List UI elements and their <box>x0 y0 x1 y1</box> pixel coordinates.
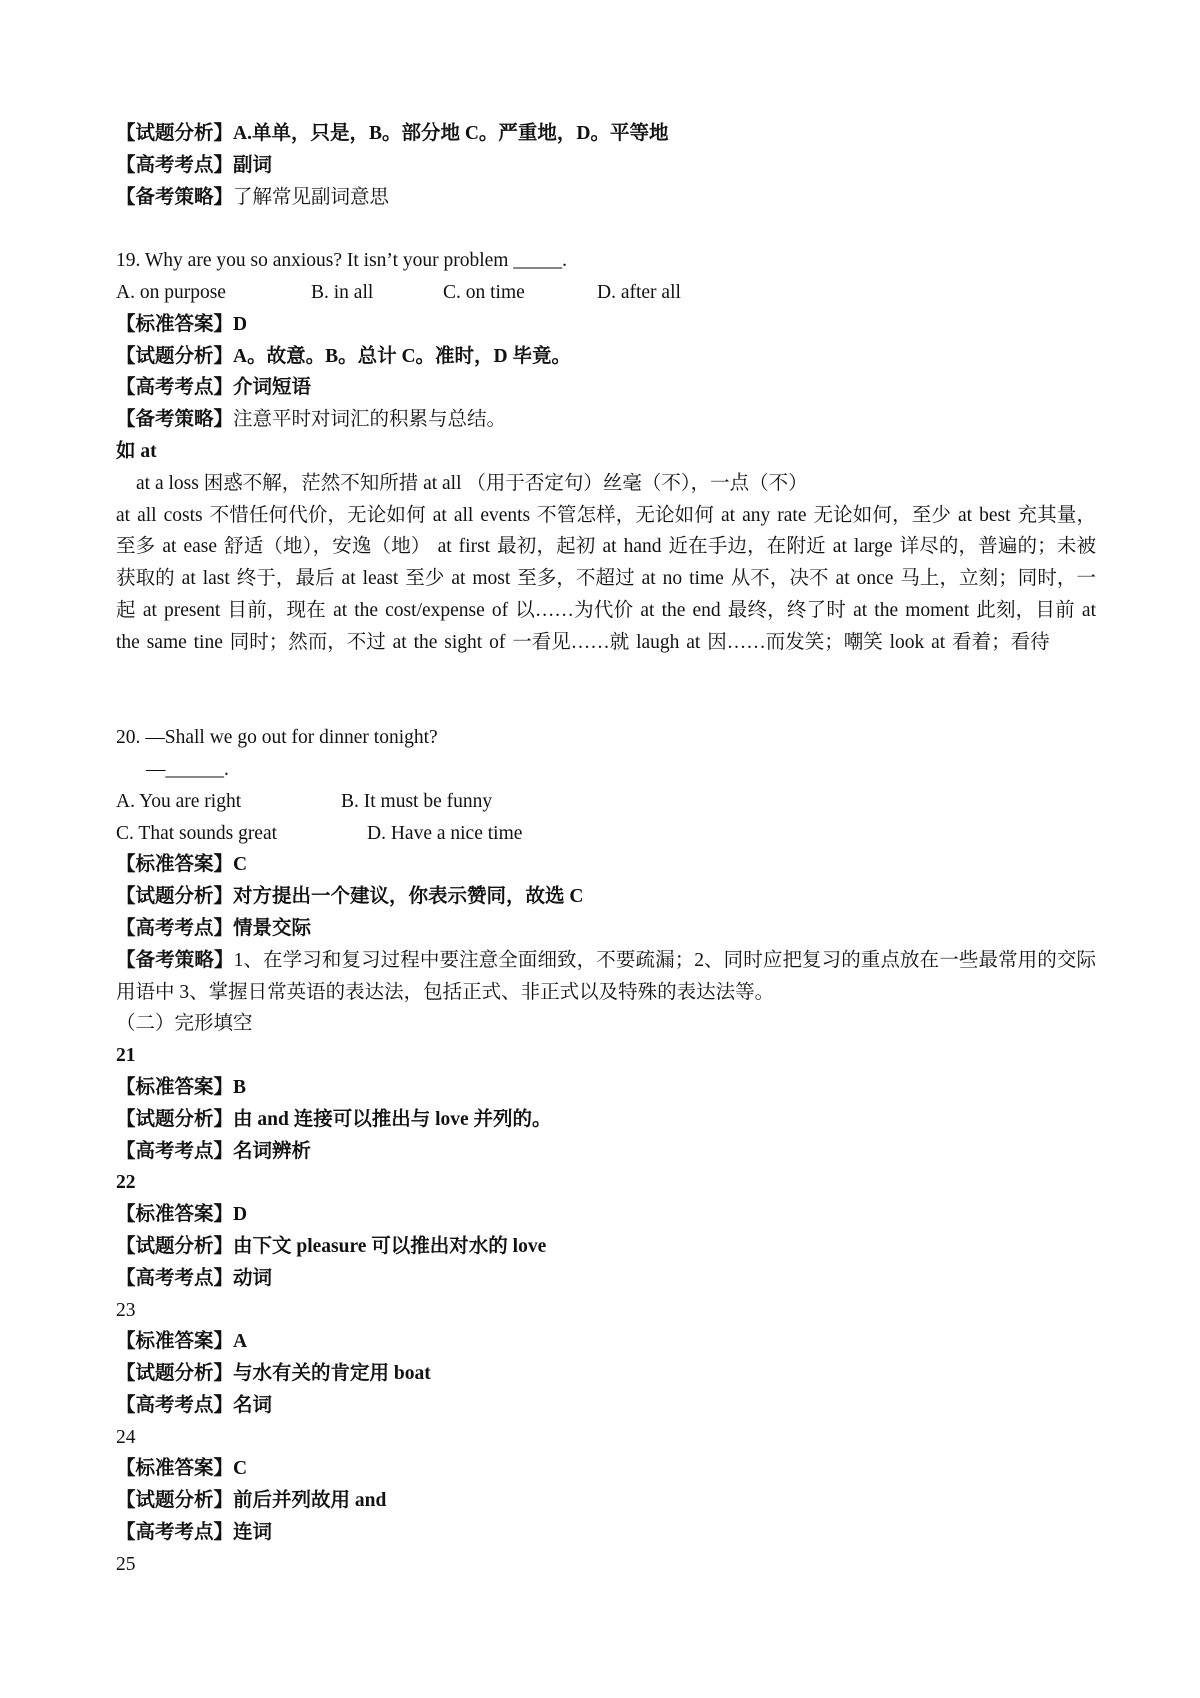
q19-option-d: D. after all <box>597 281 681 303</box>
prev-strategy <box>116 182 1096 214</box>
q19-question: 19. Why are you so anxious? It isn’t your problem _____. <box>116 250 567 272</box>
q20-option-d: D. Have a nice time <box>367 822 523 844</box>
document-page <box>116 118 1096 1581</box>
q19-analysis: 【试题分析】A。故意。B。总计 C。准时，D 毕竟。 <box>116 345 572 367</box>
q19-options <box>116 277 1096 309</box>
strategy-label: 【备考策略】 <box>116 949 234 971</box>
cloze-number: 25 <box>116 1553 136 1575</box>
cloze-number: 24 <box>116 1426 136 1448</box>
q20-analysis: 【试题分析】对方提出一个建议，你表示赞同，故选 C <box>116 886 584 908</box>
cloze-number: 22 <box>116 1172 136 1194</box>
spacer <box>116 213 1096 245</box>
q19-example-body: at all costs 不惜任何代价，无论如何 at all events 不管怎样，无论如何 at any rate 无论如何，至少 at best 充其量，至多 at ease 舒适（地），安逸（地） at first 最初，起初 at hand 近在手边，在附近 at large 详尽的，普遍的；未被获取的 at last 终于，最后 at least 至少 at most 至多，不超过 at no time 从不，决不 at once 马上，立刻；同时，一起 at present 目前，现在 at the cost/expense of 以……为代价 at the end 最终，终了时 at the moment 此刻，目前 at the same tine 同时；然而，不过 at the sight of 一看见……就 laugh at 因……而发笑；嘲笑 look at 看着；看待 <box>116 504 1096 653</box>
cloze-answer: 【标准答案】B <box>116 1076 247 1098</box>
cloze-answer: 【标准答案】C <box>116 1458 248 1480</box>
q19-example-line1: at a loss 困惑不解，茫然不知所措 at all （用于否定句）丝毫（不），一点（不） <box>136 472 808 494</box>
q20-exam-point: 【高考考点】情景交际 <box>116 917 312 939</box>
strategy-text: 1、在学习和复习过程中要注意全面细致，不要疏漏；2、同时应把复习的重点放在一些最常用的交际用语中 3、掌握日常英语的表达法，包括正式、非正式以及特殊的表达法等。 <box>116 949 1096 1003</box>
q19-strategy <box>116 404 1096 436</box>
cloze-analysis: 【试题分析】与水有关的肯定用 boat <box>116 1363 431 1385</box>
cloze-answer: 【标准答案】A <box>116 1331 248 1353</box>
strategy-text: 了解常见副词意思 <box>233 186 390 208</box>
q20-reply: —______. <box>146 758 229 780</box>
cloze-exam-point: 【高考考点】名词辨析 <box>116 1140 312 1162</box>
q20-answer: 【标准答案】C <box>116 854 248 876</box>
q19-answer: 【标准答案】D <box>116 313 248 335</box>
section-title: （二）完形填空 <box>116 1013 253 1035</box>
cloze-answer: 【标准答案】D <box>116 1204 248 1226</box>
cloze-number: 21 <box>116 1045 136 1067</box>
q20-options-row1 <box>116 786 1096 818</box>
q19-exam-point: 【高考考点】介词短语 <box>116 377 312 399</box>
cloze-exam-point: 【高考考点】名词 <box>116 1394 273 1416</box>
q19-option-a: A. on purpose <box>116 281 226 303</box>
q20-option-b: B. It must be funny <box>341 790 493 812</box>
prev-analysis: 【试题分析】A.单单，只是，B。部分地 C。严重地，D。平等地 <box>116 123 669 144</box>
spacer <box>116 690 1096 722</box>
strategy-label: 【备考策略】 <box>116 409 234 431</box>
cloze-exam-point: 【高考考点】连词 <box>116 1522 273 1544</box>
q19-example-title: 如 at <box>116 440 157 462</box>
cloze-exam-point: 【高考考点】动词 <box>116 1267 273 1289</box>
cloze-analysis: 【试题分析】由 and 连接可以推出与 love 并列的。 <box>116 1108 552 1130</box>
cloze-analysis: 【试题分析】前后并列故用 and <box>116 1490 387 1512</box>
prev-exam-point: 【高考考点】副词 <box>116 154 273 176</box>
q19-option-c: C. on time <box>443 281 525 303</box>
strategy-label: 【备考策略】 <box>116 186 234 208</box>
q20-options-row2 <box>116 818 1096 850</box>
q20-option-c: C. That sounds great <box>116 822 278 844</box>
q20-option-a: A. You are right <box>116 790 242 812</box>
cloze-number: 23 <box>116 1299 136 1321</box>
q20-question: 20. —Shall we go out for dinner tonight? <box>116 727 438 749</box>
q20-strategy <box>116 945 1096 1009</box>
q19-option-b: B. in all <box>311 281 374 303</box>
strategy-text: 注意平时对词汇的积累与总结。 <box>233 409 507 431</box>
cloze-analysis: 【试题分析】由下文 pleasure 可以推出对水的 love <box>116 1235 547 1257</box>
